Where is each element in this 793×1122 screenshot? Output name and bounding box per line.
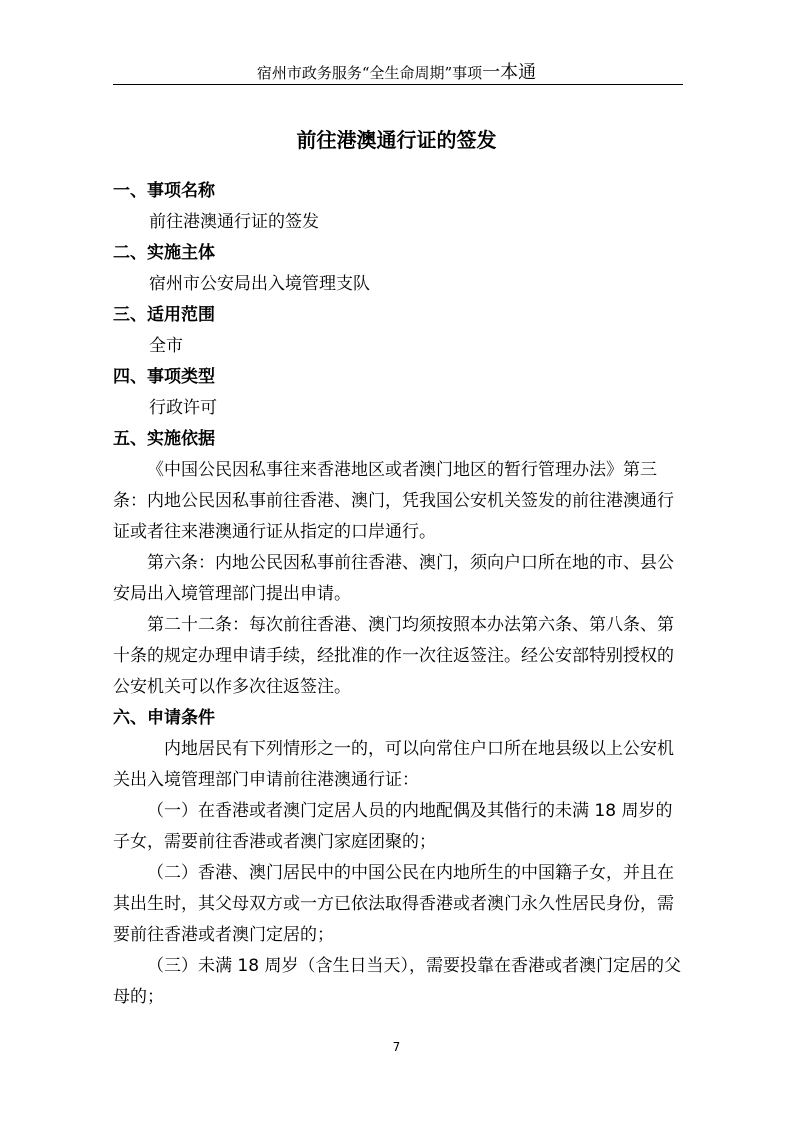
section-value-scope: 全市 <box>149 336 183 356</box>
header-prefix: 宿州市政务服务“全生命周期”事项 <box>256 64 483 82</box>
section-heading-basis: 五、实施依据 <box>113 429 215 449</box>
header-divider <box>113 84 683 85</box>
basis-paragraph: 《中国公民因私事往来香港地区或者澳门地区的暂行管理办法》第三条：内地公民因私事前往香港、澳门，凭我国公安机关签发的前往港澳通行证或者往来港澳通行证从指定的口岸通行。 <box>113 460 674 542</box>
section-value-agency: 宿州市公安局出入境管理支队 <box>149 274 370 294</box>
section-heading-conditions: 六、申请条件 <box>113 708 215 728</box>
header-suffix: 一本通 <box>482 62 537 83</box>
section-value-name: 前往港澳通行证的签发 <box>149 212 319 232</box>
section-heading-name: 一、事项名称 <box>113 181 215 201</box>
document-body <box>113 176 685 1013</box>
condition-item: （三）未满 18 周岁（含生日当天），需要投靠在香港或者澳门定居的父母的； <box>113 956 681 1007</box>
section-heading-agency: 二、实施主体 <box>113 243 215 263</box>
section-heading-scope: 三、适用范围 <box>113 305 215 325</box>
page-number: 7 <box>392 1040 401 1054</box>
basis-paragraph: 第六条：内地公民因私事前往香港、澳门，须向户口所在地的市、县公安局出入境管理部门提出申请。 <box>113 553 674 604</box>
document-title: 前往港澳通行证的签发 <box>296 128 497 152</box>
conditions-intro: 内地居民有下列情形之一的，可以向常住户口所在地县级以上公安机关出入境管理部门申请前往港澳通行证： <box>113 739 674 790</box>
section-heading-type: 四、事项类型 <box>113 367 215 387</box>
condition-item: （二）香港、澳门居民中的中国公民在内地所生的中国籍子女，并且在其出生时，其父母双方或一方已依法取得香港或者澳门永久性居民身份，需要前往香港或者澳门定居的； <box>113 863 674 945</box>
section-value-type: 行政许可 <box>149 398 217 418</box>
running-header <box>0 58 793 84</box>
condition-item: （一）在香港或者澳门定居人员的内地配偶及其偕行的未满 18 周岁的子女，需要前往香港或者澳门家庭团聚的； <box>113 801 673 852</box>
basis-paragraph: 第二十二条：每次前往香港、澳门均须按照本办法第六条、第八条、第十条的规定办理申请手续，经批准的作一次往返签注。经公安部特别授权的公安机关可以作多次往返签注。 <box>113 615 674 697</box>
